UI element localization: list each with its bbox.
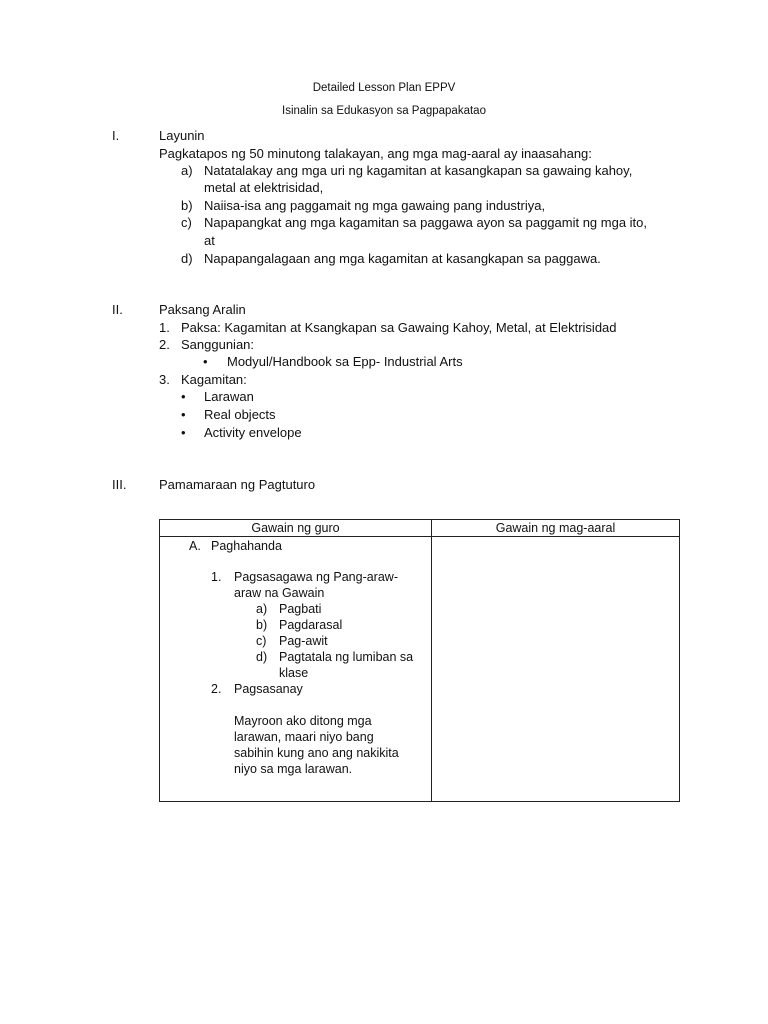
section-1-intro: Pagkatapos ng 50 minutong talakayan, ang mga mag-aaral ay inaasahang: <box>159 146 592 161</box>
routine-text: Pagsasagawa ng Pang-araw- <box>234 570 398 584</box>
routine-sub-item: Pagbati <box>279 602 322 616</box>
section-2-numeral: II. <box>112 302 123 317</box>
bullet-icon: • <box>181 407 186 422</box>
table-row <box>160 537 680 802</box>
section-1-heading: Layunin <box>159 128 205 143</box>
drill-paragraph-line: niyo sa mga larawan. <box>234 762 353 776</box>
section-3-numeral: III. <box>112 477 127 492</box>
routine-sub-item: Pagdarasal <box>279 618 343 632</box>
objective-marker: c) <box>181 215 192 230</box>
section-2-heading: Paksang Aralin <box>159 302 246 317</box>
document-title: Detailed Lesson Plan EPPV <box>312 82 456 94</box>
drill-paragraph-line: Mayroon ako ditong mga <box>234 714 372 728</box>
reference-item: Modyul/Handbook sa Epp- Industrial Arts <box>227 354 463 369</box>
reference-label: Sanggunian: <box>181 337 255 352</box>
materials-item: Larawan <box>204 389 254 404</box>
section-1-numeral: I. <box>112 128 120 143</box>
table-header-row <box>160 520 680 537</box>
drill-marker: 2. <box>211 682 222 696</box>
student-activity-cell <box>432 537 680 802</box>
routine-marker: 1. <box>211 570 222 584</box>
materials-marker: 3. <box>159 372 170 387</box>
bullet-icon: • <box>181 425 186 440</box>
materials-item: Real objects <box>204 407 276 422</box>
routine-sub-marker: b) <box>256 618 268 632</box>
drill-paragraph-line: sabihin kung ano ang nakikita <box>234 746 399 760</box>
objective-marker: a) <box>181 163 193 178</box>
objective-text: Natatalakay ang mga uri ng kagamitan at kasangkapan sa gawaing kahoy, <box>204 163 633 178</box>
materials-item: Activity envelope <box>204 425 302 440</box>
objective-text: Napapangalagaan ang mga kagamitan at kasangkapan sa paggawa. <box>204 251 601 266</box>
topic-text: Paksa: Kagamitan at Ksangkapan sa Gawaing Kahoy, Metal, at Elektrisidad <box>181 320 617 335</box>
routine-sub-item: Pagtatala ng lumiban sa <box>279 650 414 664</box>
routine-sub-marker: a) <box>256 602 268 616</box>
drill-heading: Pagsasanay <box>234 682 303 696</box>
prep-marker: A. <box>189 539 201 553</box>
reference-marker: 2. <box>159 337 170 352</box>
materials-label: Kagamitan: <box>181 372 247 387</box>
document-subtitle: Isinalin sa Edukasyon sa Pagpapakatao <box>282 105 486 117</box>
bullet-icon: • <box>203 354 208 369</box>
drill-paragraph-line: larawan, maari niyo bang <box>234 730 374 744</box>
routine-sub-item-cont: klase <box>279 666 309 680</box>
topic-marker: 1. <box>159 320 170 335</box>
routine-sub-item: Pag-awit <box>279 634 328 648</box>
routine-sub-marker: d) <box>256 650 268 664</box>
objective-text: Napapangkat ang mga kagamitan sa paggawa ayon sa paggamit ng mga ito, <box>204 215 648 230</box>
objective-marker: d) <box>181 251 193 266</box>
objective-text: Naiisa-isa ang paggamait ng mga gawaing pang industriya, <box>204 198 546 213</box>
routine-sub-marker: c) <box>256 634 267 648</box>
section-3-heading: Pamamaraan ng Pagtuturo <box>159 477 316 492</box>
student-column-header: Gawain ng mag-aaral <box>432 520 680 537</box>
prep-heading: Paghahanda <box>211 539 282 553</box>
procedure-table <box>159 519 680 802</box>
objective-text-cont: metal at elektrisidad, <box>204 180 324 195</box>
teacher-column-header: Gawain ng guro <box>160 520 432 537</box>
objective-marker: b) <box>181 198 193 213</box>
routine-text-cont: araw na Gawain <box>234 586 325 600</box>
teacher-activity-cell <box>160 537 432 802</box>
objective-text-cont: at <box>204 233 215 248</box>
bullet-icon: • <box>181 389 186 404</box>
